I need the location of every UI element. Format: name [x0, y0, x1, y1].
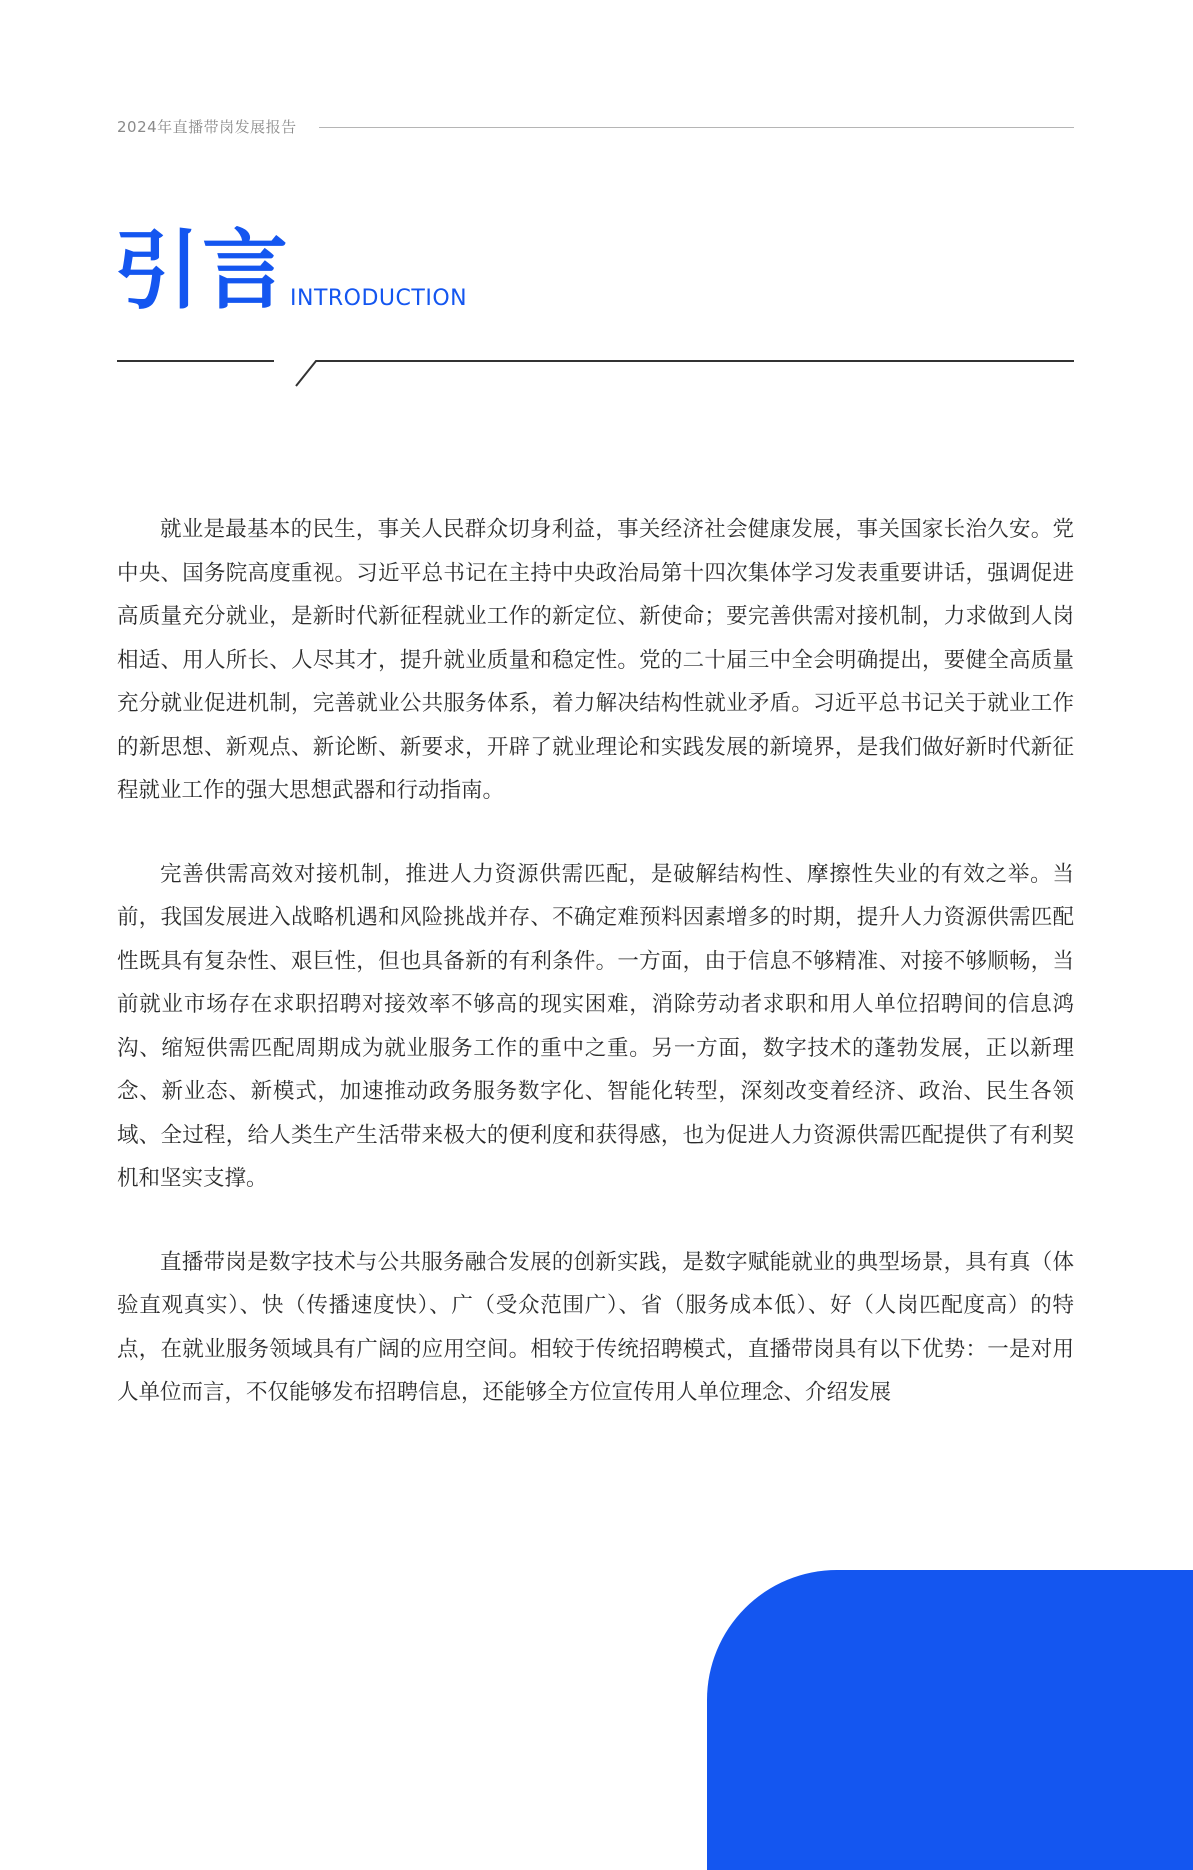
divider-slash-segment	[296, 361, 1074, 386]
header-rule	[319, 127, 1074, 128]
paragraph-2: 完善供需高效对接机制，推进人力资源供需匹配，是破解结构性、摩擦性失业的有效之举。当前，我国发展进入战略机遇和风险挑战并存、不确定难预料因素增多的时期，提升人力资源供需匹配性既具有复杂性、艰巨性，但也具备新的有利条件。一方面，由于信息不够精准、对接不够顺畅，当前就业市场存在求职招聘对接效率不够高的现实困难，消除劳动者求职和用人单位招聘间的信息鸿沟、缩短供需匹配周期成为就业服务工作的重中之重。另一方面，数字技术的蓬勃发展，正以新理念、新业态、新模式，加速推动政务服务数字化、智能化转型，深刻改变着经济、政治、民生各领域、全过程，给人类生产生活带来极大的便利度和获得感，也为促进人力资源供需匹配提供了有利契机和坚实支撑。	[117, 861, 1074, 1191]
report-header-title: 2024年直播带岗发展报告	[117, 118, 297, 136]
section-title-english: INTRODUCTION	[290, 286, 468, 311]
decorative-corner-shape	[707, 1570, 1193, 1870]
title-divider	[0, 340, 1193, 390]
paragraph-3: 直播带岗是数字技术与公共服务融合发展的创新实践，是数字赋能就业的典型场景，具有真（体验直观真实）、快（传播速度快）、广（受众范围广）、省（服务成本低）、好（人岗匹配度高）的特点，在就业服务领域具有广阔的应用空间。相较于传统招聘模式，直播带岗具有以下优势：一是对用人单位而言，不仅能够发布招聘信息，还能够全方位宣传用人单位理念、介绍发展	[117, 1249, 1074, 1405]
paragraph-1: 就业是最基本的民生，事关人民群众切身利益，事关经济社会健康发展，事关国家长治久安。党中央、国务院高度重视。习近平总书记在主持中央政治局第十四次集体学习发表重要讲话，强调促进高质量充分就业，是新时代新征程就业工作的新定位、新使命；要完善供需对接机制，力求做到人岗相适、用人所长、人尽其才，提升就业质量和稳定性。党的二十届三中全会明确提出，要健全高质量充分就业促进机制，完善就业公共服务体系，着力解决结构性就业矛盾。习近平总书记关于就业工作的新思想、新观点、新论断、新要求，开辟了就业理论和实践发展的新境界，是我们做好新时代新征程就业工作的强大思想武器和行动指南。	[117, 517, 1074, 803]
section-title: 引言	[114, 221, 290, 321]
main-content	[117, 508, 1074, 1455]
